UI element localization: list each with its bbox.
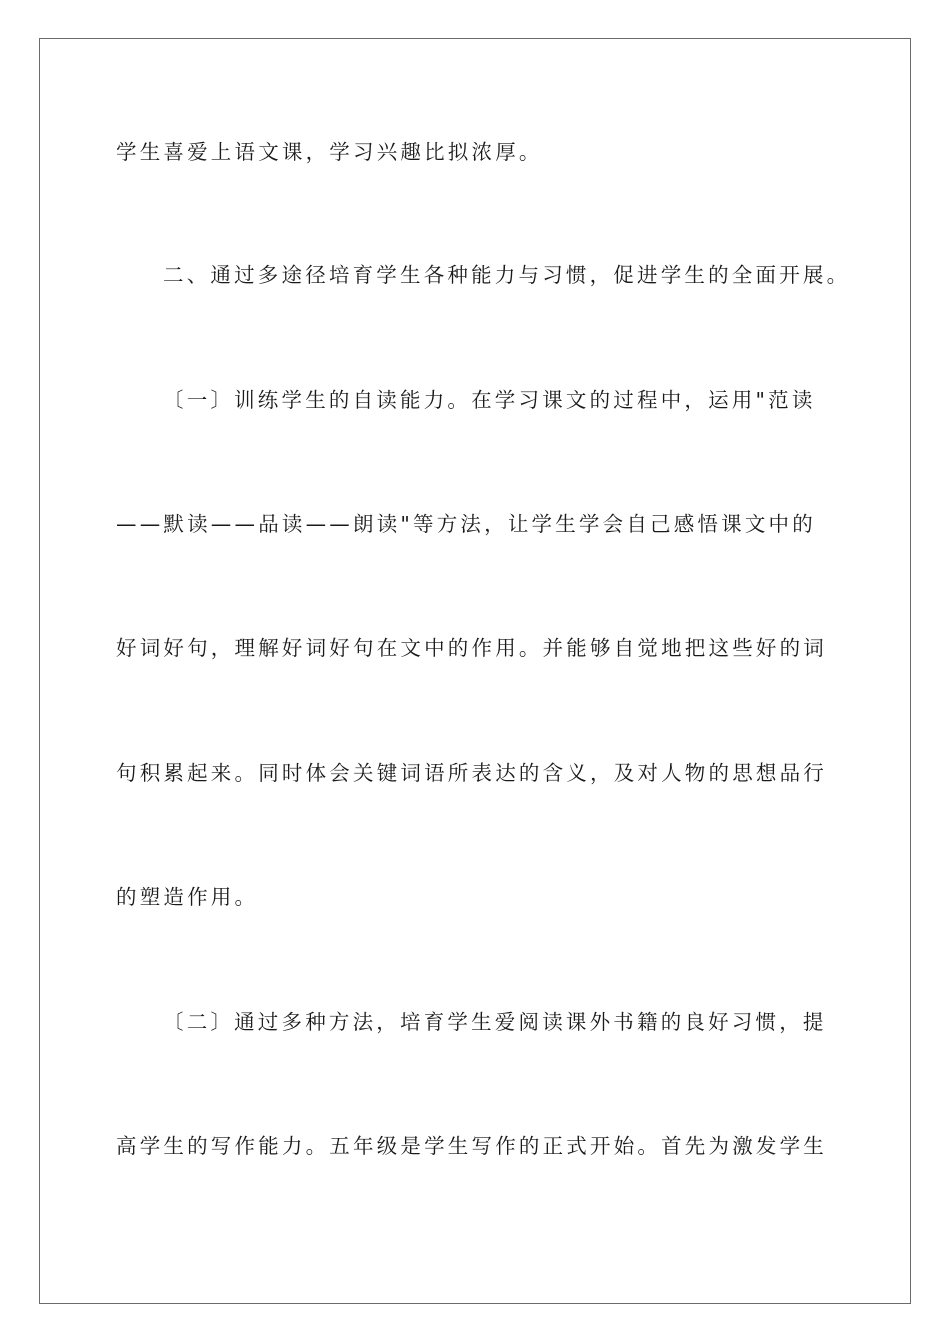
page-frame bbox=[39, 38, 911, 1304]
text-line-4: ——默读——品读——朗读"等方法，让学生学会自己感悟课文中的 bbox=[116, 512, 816, 536]
text-line-2-heading: 二、通过多途径培育学生各种能力与习惯，促进学生的全面开展。 bbox=[163, 263, 851, 287]
text-line-5: 好词好句，理解好词好句在文中的作用。并能够自觉地把这些好的词 bbox=[116, 636, 827, 660]
text-line-6: 句积累起来。同时体会关键词语所表达的含义，及对人物的思想品行 bbox=[116, 761, 827, 785]
text-line-8-subheading: 〔二〕通过多种方法，培育学生爱阅读课外书籍的良好习惯，提 bbox=[163, 1010, 827, 1034]
text-line-3-subheading: 〔一〕训练学生的自读能力。在学习课文的过程中，运用"范读 bbox=[163, 388, 816, 412]
text-line-1: 学生喜爱上语文课，学习兴趣比拟浓厚。 bbox=[116, 140, 543, 164]
text-line-7: 的塑造作用。 bbox=[116, 885, 259, 909]
text-line-9: 高学生的写作能力。五年级是学生写作的正式开始。首先为激发学生 bbox=[116, 1134, 827, 1158]
